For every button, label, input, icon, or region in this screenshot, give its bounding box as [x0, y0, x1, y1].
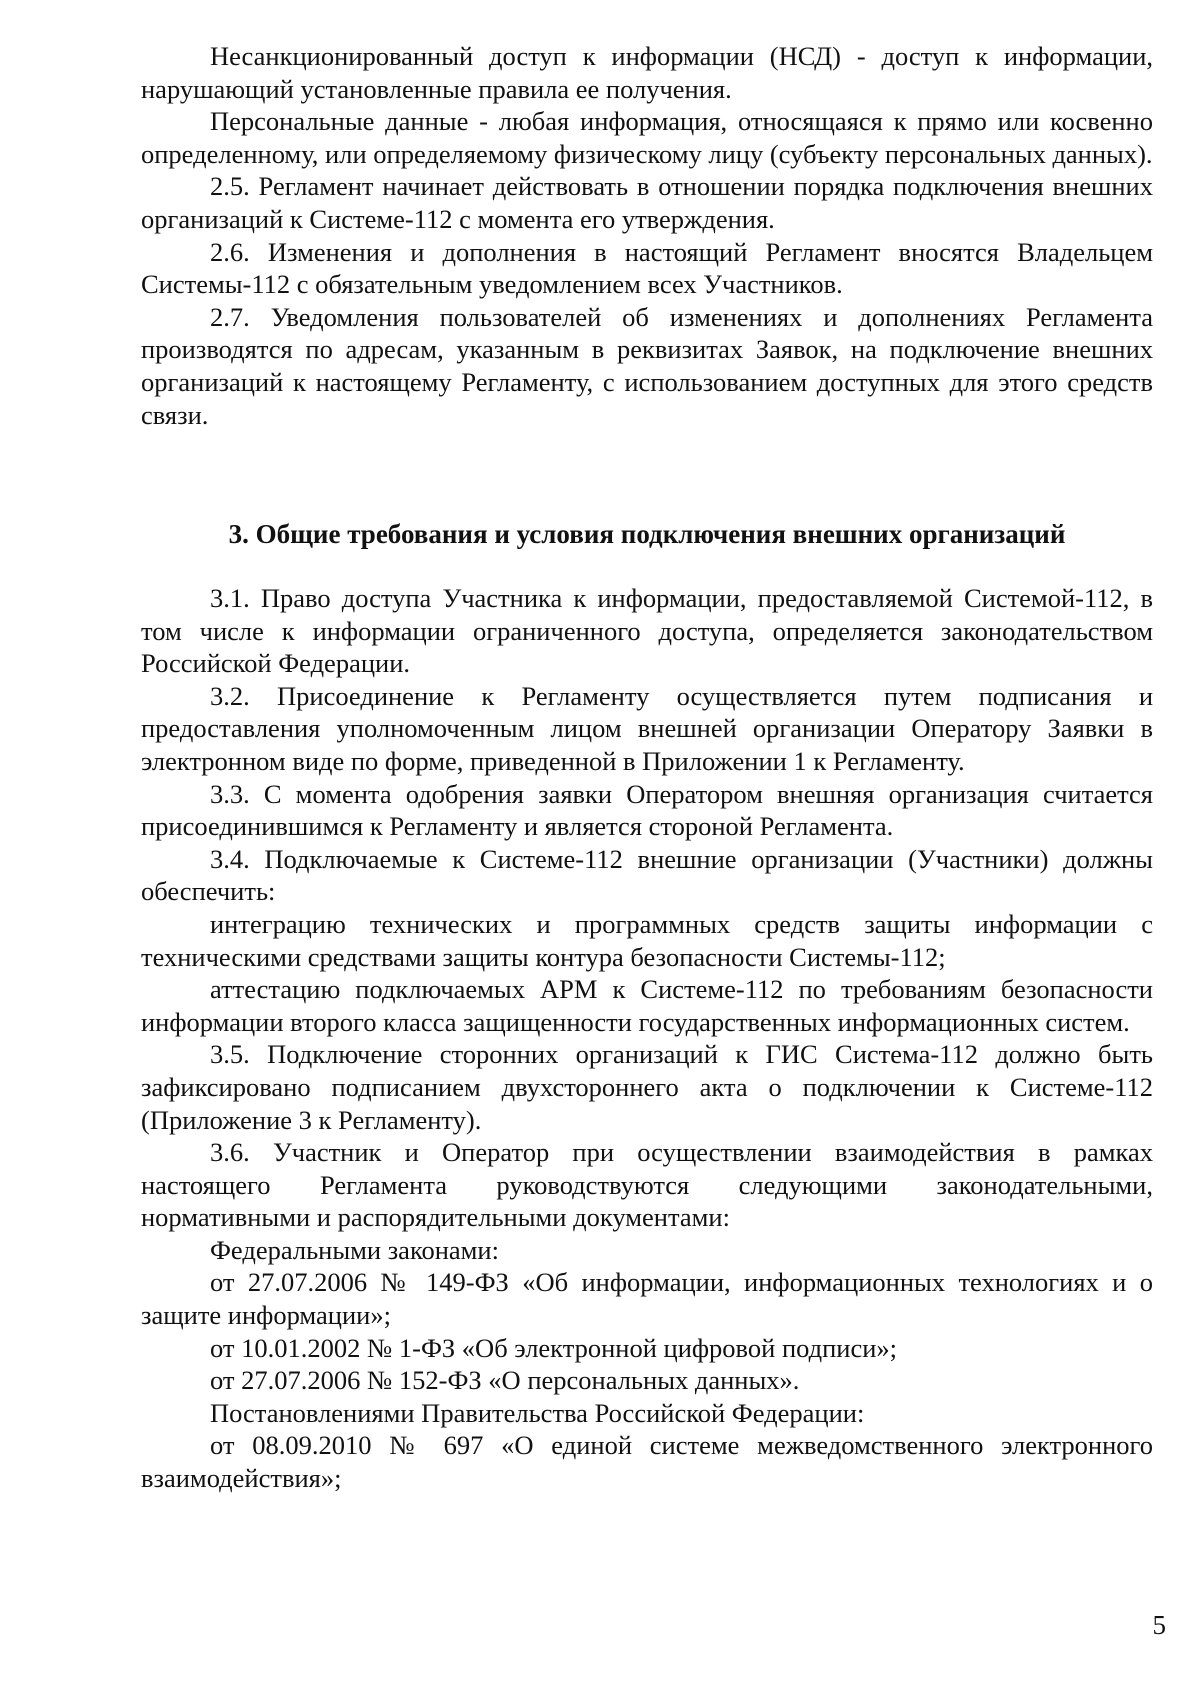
section-2-continuation [141, 40, 1153, 431]
paragraph-nsd-definition: Несанкционированный доступ к информации (НСД) - доступ к информации, нарушающий установленные правила ее получения. [141, 41, 1153, 104]
list-item-integration: интеграцию технических и программных средств защиты информации с техническими средствами защиты контура безопасности Системы-112; [141, 908, 1153, 972]
paragraph-3-2: 3.2. Присоединение к Регламенту осуществляется путем подписания и предоставления уполномоченным лицом внешней организации Оператору Заявки в электронном виде по форме, приведенной в Приложении 1 к Регламенту. [141, 680, 1153, 776]
law-152-fz: от 27.07.2006 № 152-ФЗ «О персональных данных». [210, 1365, 800, 1396]
law-1-fz: от 10.01.2002 № 1-ФЗ «Об электронной цифровой подписи»; [210, 1332, 898, 1363]
paragraph-3-5: 3.5. Подключение сторонних организаций к ГИС Система-112 должно быть зафиксировано подписанием двухстороннего акта о подключении к Системе-112 (Приложение 3 к Регламенту). [141, 1039, 1153, 1135]
paragraph-3-6: 3.6. Участник и Оператор при осуществлении взаимодействия в рамках настоящего Регламента руководствуются следующими законодательными, нормативными и распорядительными документами: [141, 1137, 1153, 1233]
section-3-body [141, 582, 1153, 1495]
section-3-heading: 3. Общие требования и условия подключения внешних организаций [228, 519, 1066, 549]
decree-697: от 08.09.2010 № 697 «О единой системе межведомственного электронного взаимодействия»; [141, 1430, 1153, 1494]
paragraph-3-3: 3.3. С момента одобрения заявки Оператором внешняя организация считается присоединившимся к Регламенту и является стороной Регламента. [141, 778, 1153, 842]
paragraph-2-7: 2.7. Уведомления пользователей об изменениях и дополнениях Регламента производятся по адресам, указанным в реквизитах Заявок, на подключение внешних организаций к настоящему Регламенту, с использованием доступных для этого средств связи. [141, 301, 1153, 430]
paragraph-2-6: 2.6. Изменения и дополнения в настоящий Регламент вносятся Владельцем Системы-112 с обязательным уведомлением всех Участников. [141, 236, 1153, 300]
list-item-attestation: аттестацию подключаемых АРМ к Системе-112 по требованиям безопасности информации второго класса защищенности государственных информационных систем. [141, 974, 1153, 1037]
paragraph-2-5: 2.5. Регламент начинает действовать в отношении порядка подключения внешних организаций к Системе-112 с момента его утверждения. [141, 171, 1153, 234]
paragraph-personal-data-definition: Персональные данные - любая информация, относящаяся к прямо или косвенно определенному, или определяемому физическому лицу (субъекту персональных данных). [141, 106, 1153, 169]
government-decrees-label: Постановлениями Правительства Российской Федерации: [210, 1397, 865, 1428]
paragraph-3-1: 3.1. Право доступа Участника к информации, предоставляемой Системой-112, в том числе к информации ограниченного доступа, определяется законодательством Российской Федерации. [141, 583, 1153, 679]
paragraph-3-4: 3.4. Подключаемые к Системе-112 внешние организации (Участники) должны обеспечить: [141, 843, 1153, 907]
law-149-fz: от 27.07.2006 № 149-ФЗ «Об информации, информационных технологиях и о защите информации»; [141, 1267, 1153, 1331]
federal-laws-label: Федеральными законами: [210, 1234, 499, 1265]
page-number: 5 [1152, 1610, 1166, 1640]
